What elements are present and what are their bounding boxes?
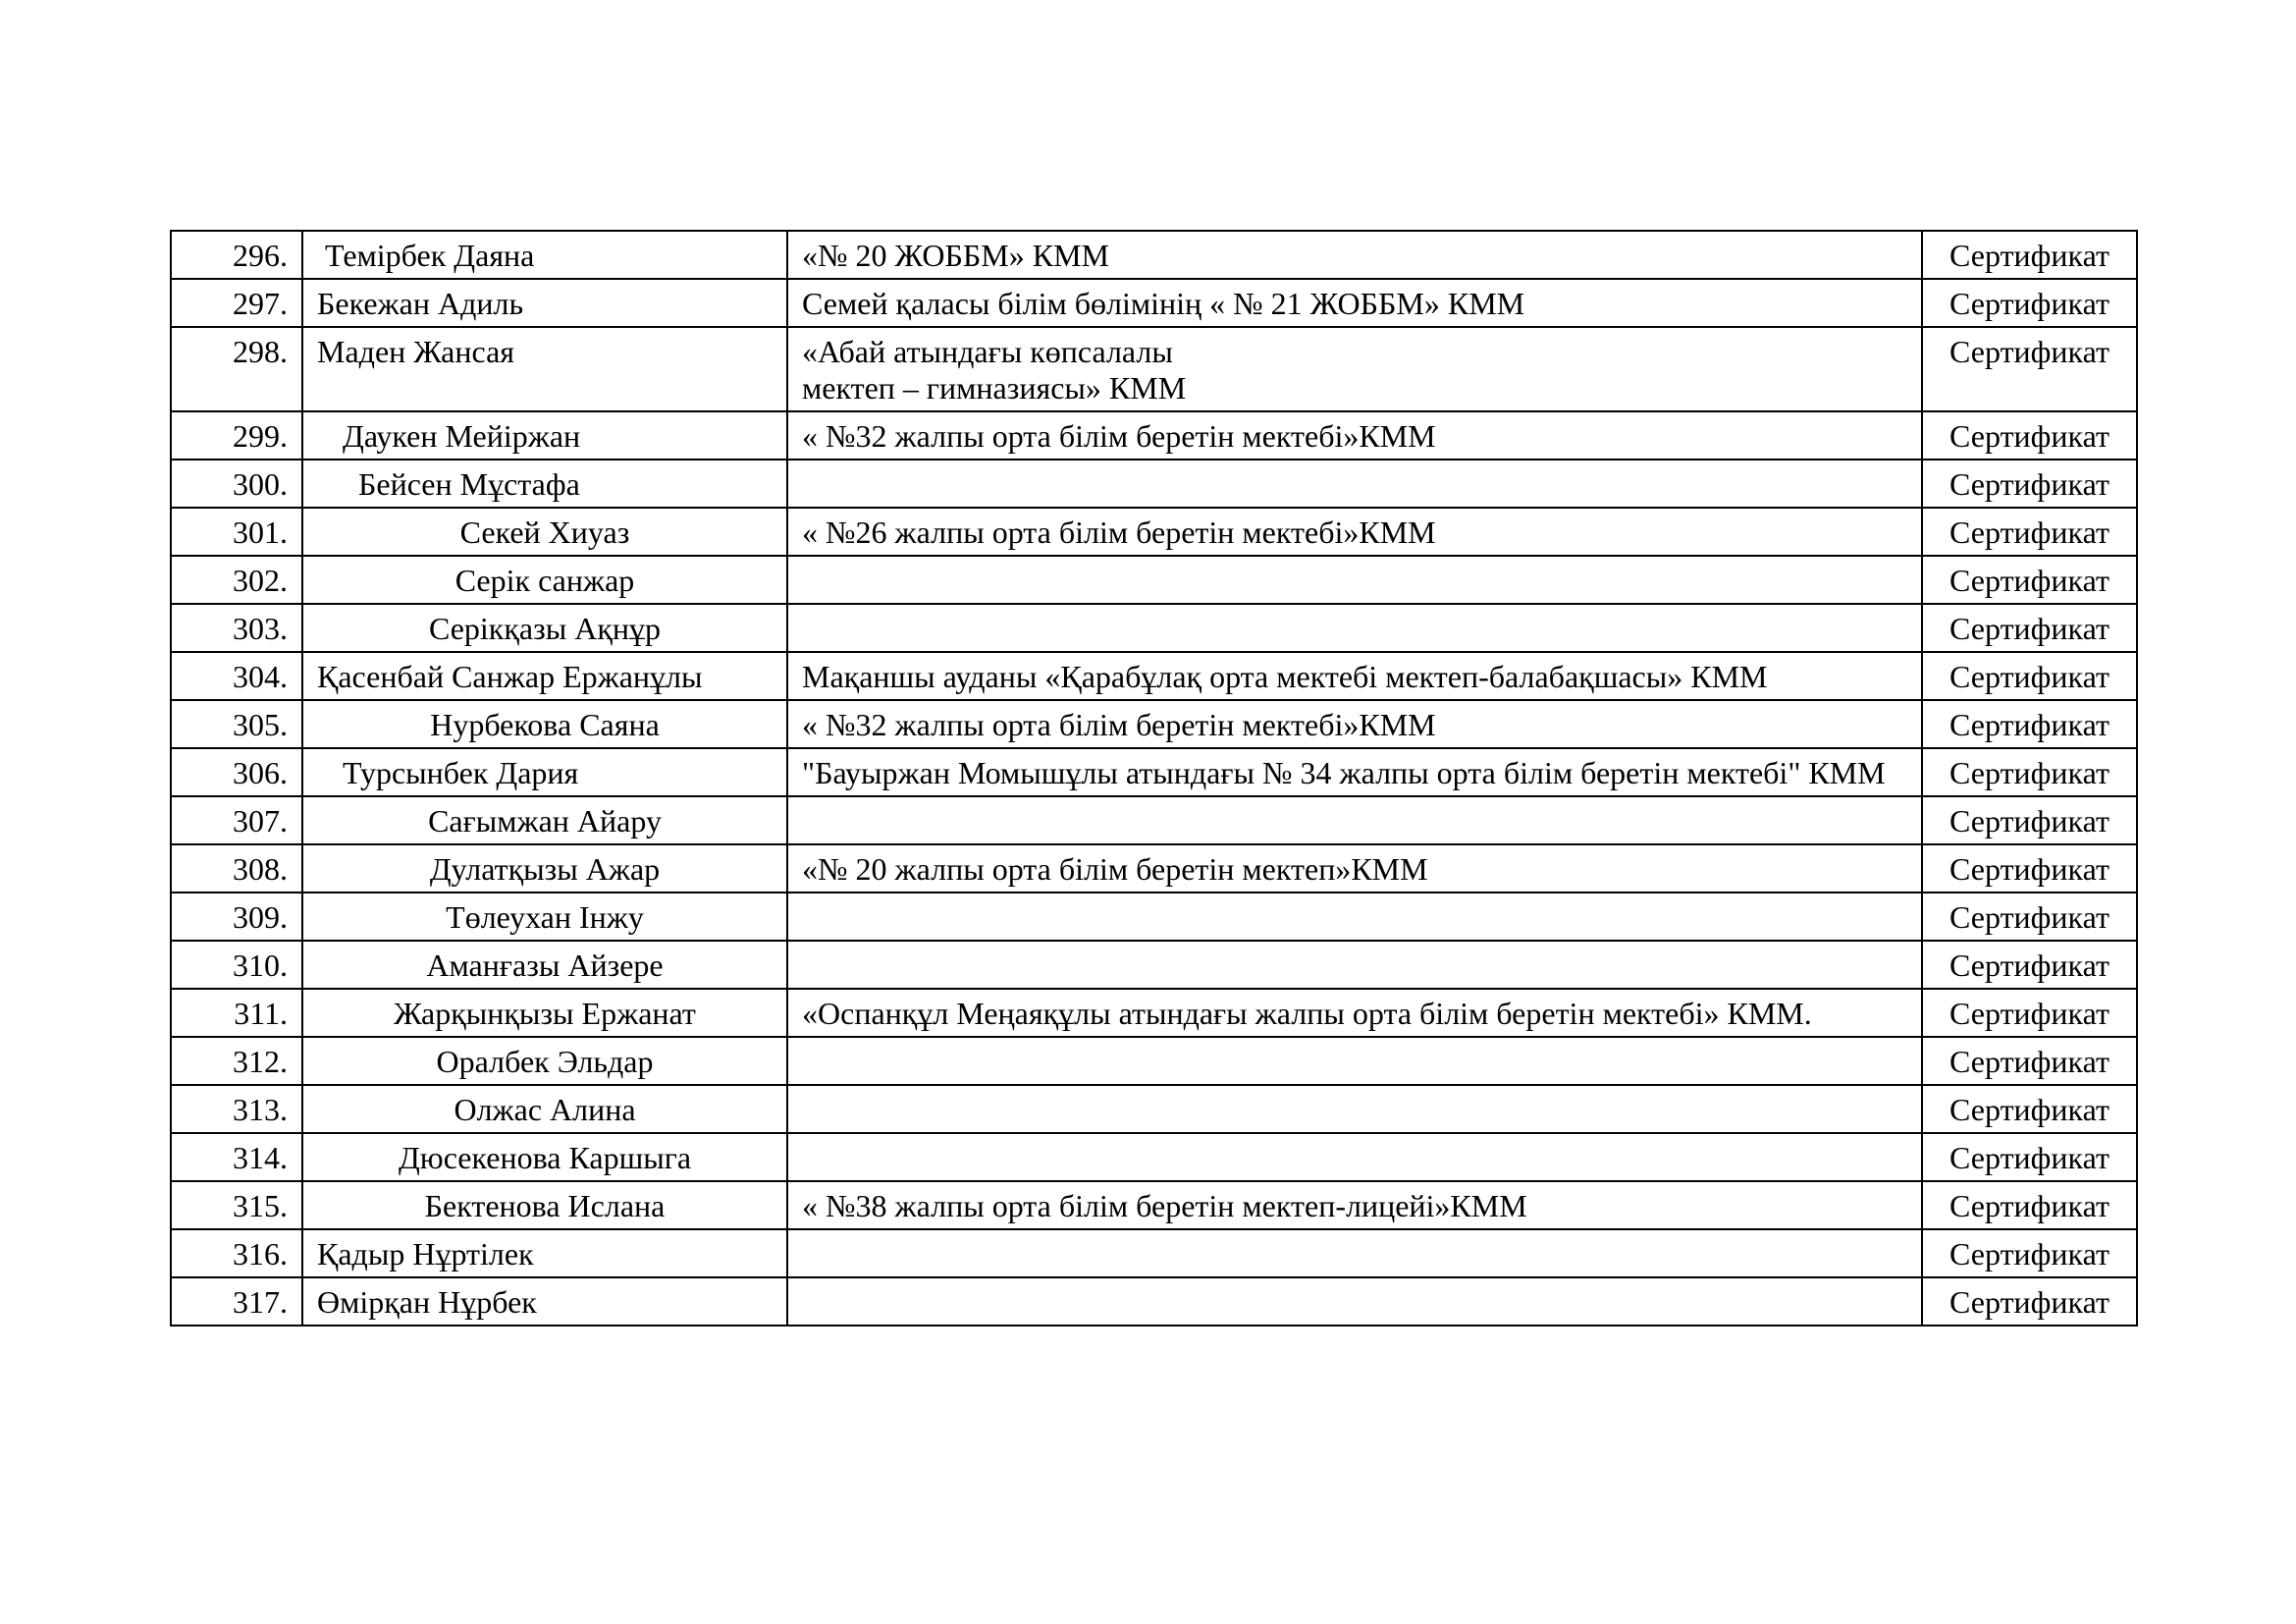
participant-name: Сағымжан Айару <box>302 796 787 844</box>
row-number: 312. <box>171 1037 302 1085</box>
participant-name: Бекежан Адиль <box>302 279 787 327</box>
participant-name: Бектенова Ислана <box>302 1181 787 1229</box>
school-name <box>787 893 1922 941</box>
table-row <box>171 556 2137 604</box>
award-type: Сертификат <box>1922 508 2137 556</box>
participant-name: Нурбекова Саяна <box>302 700 787 748</box>
table-row <box>171 231 2137 279</box>
participant-name: Оралбек Эльдар <box>302 1037 787 1085</box>
row-number: 316. <box>171 1229 302 1277</box>
table-row <box>171 1037 2137 1085</box>
row-number: 310. <box>171 941 302 989</box>
table-row <box>171 1085 2137 1133</box>
participant-name: Дюсекенова Каршыга <box>302 1133 787 1181</box>
school-name <box>787 604 1922 652</box>
school-name: «Абай атындағы көпсалалы мектеп – гимназиясы» КММ <box>787 327 1922 411</box>
award-type: Сертификат <box>1922 279 2137 327</box>
row-number: 315. <box>171 1181 302 1229</box>
school-name <box>787 556 1922 604</box>
school-name: «№ 20 ЖОББМ» КММ <box>787 231 1922 279</box>
row-number: 313. <box>171 1085 302 1133</box>
table-row <box>171 796 2137 844</box>
school-name <box>787 941 1922 989</box>
row-number: 302. <box>171 556 302 604</box>
school-name: «Оспанқұл Меңаяқұлы атындағы жалпы орта білім беретін мектебі» КММ. <box>787 989 1922 1037</box>
row-number: 309. <box>171 893 302 941</box>
row-number: 317. <box>171 1277 302 1326</box>
school-name: Семей қаласы білім бөлімінің « № 21 ЖОББМ» КММ <box>787 279 1922 327</box>
award-type: Сертификат <box>1922 941 2137 989</box>
participant-name: Қасенбай Санжар Ержанұлы <box>302 652 787 700</box>
participant-name: Бейсен Мұстафа <box>302 460 787 508</box>
award-type: Сертификат <box>1922 231 2137 279</box>
participant-name: Өмірқан Нұрбек <box>302 1277 787 1326</box>
row-number: 303. <box>171 604 302 652</box>
table-row <box>171 327 2137 411</box>
participant-name: Серік санжар <box>302 556 787 604</box>
table-row <box>171 700 2137 748</box>
participant-name: Серікқазы Ақнұр <box>302 604 787 652</box>
school-name: Мақаншы ауданы «Қарабұлақ орта мектебі мектеп-балабақшасы» КММ <box>787 652 1922 700</box>
participants-table <box>170 230 2138 1326</box>
award-type: Сертификат <box>1922 796 2137 844</box>
table-row <box>171 604 2137 652</box>
award-type: Сертификат <box>1922 460 2137 508</box>
award-type: Сертификат <box>1922 652 2137 700</box>
row-number: 297. <box>171 279 302 327</box>
row-number: 298. <box>171 327 302 411</box>
participant-name: Жарқынқызы Ержанат <box>302 989 787 1037</box>
row-number: 306. <box>171 748 302 796</box>
award-type: Сертификат <box>1922 327 2137 411</box>
participant-name: Темірбек Даяна <box>302 231 787 279</box>
school-name <box>787 1277 1922 1326</box>
award-type: Сертификат <box>1922 1085 2137 1133</box>
award-type: Сертификат <box>1922 844 2137 893</box>
school-name: « №26 жалпы орта білім беретін мектебі»КММ <box>787 508 1922 556</box>
row-number: 307. <box>171 796 302 844</box>
table-row <box>171 844 2137 893</box>
school-name <box>787 796 1922 844</box>
participant-name: Секей Хиуаз <box>302 508 787 556</box>
school-name: « №32 жалпы орта білім беретін мектебі»КММ <box>787 411 1922 460</box>
school-name: « №32 жалпы орта білім беретін мектебі»КММ <box>787 700 1922 748</box>
school-name <box>787 1229 1922 1277</box>
row-number: 308. <box>171 844 302 893</box>
participant-name: Дулатқызы Ажар <box>302 844 787 893</box>
row-number: 299. <box>171 411 302 460</box>
participant-name: Аманғазы Айзере <box>302 941 787 989</box>
table-row <box>171 989 2137 1037</box>
table-row <box>171 508 2137 556</box>
row-number: 304. <box>171 652 302 700</box>
school-name <box>787 460 1922 508</box>
award-type: Сертификат <box>1922 411 2137 460</box>
table-row <box>171 460 2137 508</box>
award-type: Сертификат <box>1922 1277 2137 1326</box>
row-number: 296. <box>171 231 302 279</box>
award-type: Сертификат <box>1922 604 2137 652</box>
school-name: «№ 20 жалпы орта білім беретін мектеп»КММ <box>787 844 1922 893</box>
school-name <box>787 1037 1922 1085</box>
participant-name: Даукен Мейіржан <box>302 411 787 460</box>
school-name <box>787 1085 1922 1133</box>
award-type: Сертификат <box>1922 748 2137 796</box>
table-row <box>171 1277 2137 1326</box>
award-type: Сертификат <box>1922 893 2137 941</box>
school-name: « №38 жалпы орта білім беретін мектеп-лицейі»КММ <box>787 1181 1922 1229</box>
participant-name: Маден Жансая <box>302 327 787 411</box>
award-type: Сертификат <box>1922 1037 2137 1085</box>
row-number: 311. <box>171 989 302 1037</box>
table-row <box>171 893 2137 941</box>
table-row <box>171 652 2137 700</box>
row-number: 301. <box>171 508 302 556</box>
school-name: "Бауыржан Момышұлы атындағы № 34 жалпы орта білім беретін мектебі" КММ <box>787 748 1922 796</box>
row-number: 305. <box>171 700 302 748</box>
award-type: Сертификат <box>1922 989 2137 1037</box>
table-row <box>171 279 2137 327</box>
participant-name: Турсынбек Дария <box>302 748 787 796</box>
table-row <box>171 1229 2137 1277</box>
award-type: Сертификат <box>1922 1229 2137 1277</box>
table-row <box>171 1181 2137 1229</box>
table-row <box>171 1133 2137 1181</box>
award-type: Сертификат <box>1922 1133 2137 1181</box>
award-type: Сертификат <box>1922 556 2137 604</box>
table-row <box>171 411 2137 460</box>
table-row <box>171 941 2137 989</box>
participant-name: Қадыр Нұртілек <box>302 1229 787 1277</box>
participant-name: Олжас Алина <box>302 1085 787 1133</box>
table-row <box>171 748 2137 796</box>
row-number: 314. <box>171 1133 302 1181</box>
row-number: 300. <box>171 460 302 508</box>
award-type: Сертификат <box>1922 700 2137 748</box>
participant-name: Төлеухан Інжу <box>302 893 787 941</box>
school-name <box>787 1133 1922 1181</box>
award-type: Сертификат <box>1922 1181 2137 1229</box>
